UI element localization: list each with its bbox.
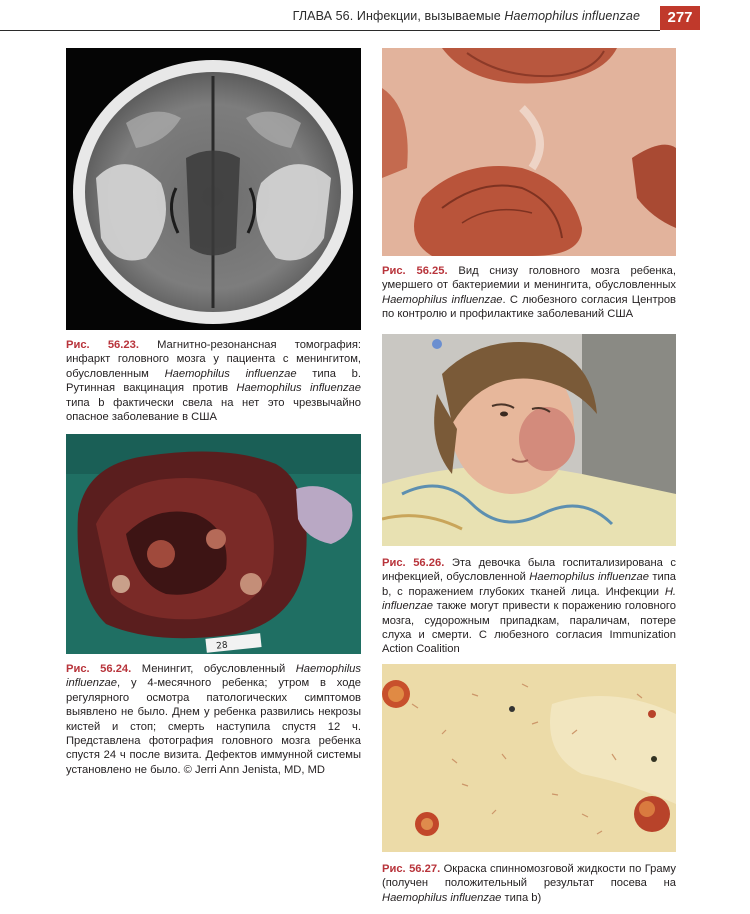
caption-italic-run: Haemophilus influenzae — [236, 382, 361, 395]
caption-56-26 — [382, 556, 676, 657]
caption-text-run: также могут привести к поражению головного мозга, судорожным припадкам, параличам, потере слуха и смерти. С любезного согласия Immunization Action Coalition — [382, 600, 676, 656]
figure-label: Рис. 56.27. — [382, 863, 441, 875]
caption-text-run: типа b фактически свела на нет это чрезвычайно опасное заболевание в США — [66, 396, 361, 424]
figure-label: Рис. 56.25. — [382, 265, 448, 277]
caption-text-run: Окраска спинномозговой жидкости по Граму (получен положительный результат посева на — [382, 863, 676, 890]
caption-italic-run: Haemophilus influenzae — [66, 663, 361, 690]
caption-text-run: . С любезного согласия Центров по контролю и профилактике заболеваний США — [382, 293, 676, 321]
caption-text-run: типа b) — [501, 891, 542, 904]
caption-text — [382, 557, 676, 655]
caption-text-run: Эта девочка была госпитализирована с инфекцией, обусловленной — [382, 557, 676, 584]
figure-56-24-brain-specimen — [66, 434, 361, 654]
caption-text-run: Вид снизу головного мозга ребенка, умершего от бактериемии и менингита, обусловленных — [382, 265, 676, 292]
running-head-text: ГЛАВА 56. Инфекции, вызываемые — [292, 9, 505, 23]
caption-text — [66, 663, 361, 776]
page-header — [0, 0, 750, 32]
figure-56-26-girl-photo — [382, 334, 676, 546]
caption-text-run: Менингит, обусловленный — [131, 663, 296, 675]
caption-italic-run: H. influenzae — [382, 585, 676, 613]
caption-text-run: типа b. Рутинная вакцинация против — [66, 367, 361, 395]
caption-italic-run: Haemophilus influenzae — [382, 293, 503, 306]
running-head — [293, 9, 640, 23]
figure-label: Рис. 56.24. — [66, 663, 132, 675]
figure-label: Рис. 56.26. — [382, 557, 445, 569]
figure-56-25-brain-underside — [382, 48, 676, 256]
figure-56-27-gram-stain — [382, 664, 676, 852]
caption-text-run: типа b, с поражением глубоких тканей лица. Инфекции — [382, 571, 676, 598]
caption-italic-run: Haemophilus influenzae — [529, 571, 649, 584]
caption-56-27 — [382, 862, 676, 905]
caption-italic-run: Haemophilus influenzae — [382, 891, 502, 904]
running-head-italic: Haemophilus influenzae — [504, 9, 640, 23]
caption-italic-run: Haemophilus influenzae — [164, 367, 297, 380]
caption-56-23 — [66, 338, 361, 424]
specimen-tag-text: 28 — [215, 640, 229, 652]
header-rule — [0, 30, 660, 31]
figure-label: Рис. 56.23. — [66, 339, 139, 351]
caption-text-run: , у 4-месячного ребенка; утром в ходе регулярного осмотра патологических симптомов выявлено не было. Днем у ребенка развились некрозы кистей и стоп; смерть наступила спустя 12 ч. Представлена фотография головного мозга ребенка спустя 24 ч после визита. Дефектов иммунной системы установлено не было. © Jerri Ann Jenista, MD, MD — [66, 677, 361, 776]
caption-56-25 — [382, 264, 676, 322]
page-number: 277 — [660, 6, 700, 30]
figure-56-23-ct-scan — [66, 48, 361, 330]
caption-text — [66, 339, 361, 423]
caption-56-24 — [66, 662, 361, 777]
caption-text-run: Магнитно-резонансная томография: инфаркт головного мозга у пациента с менингитом, обусловленным — [66, 339, 361, 380]
